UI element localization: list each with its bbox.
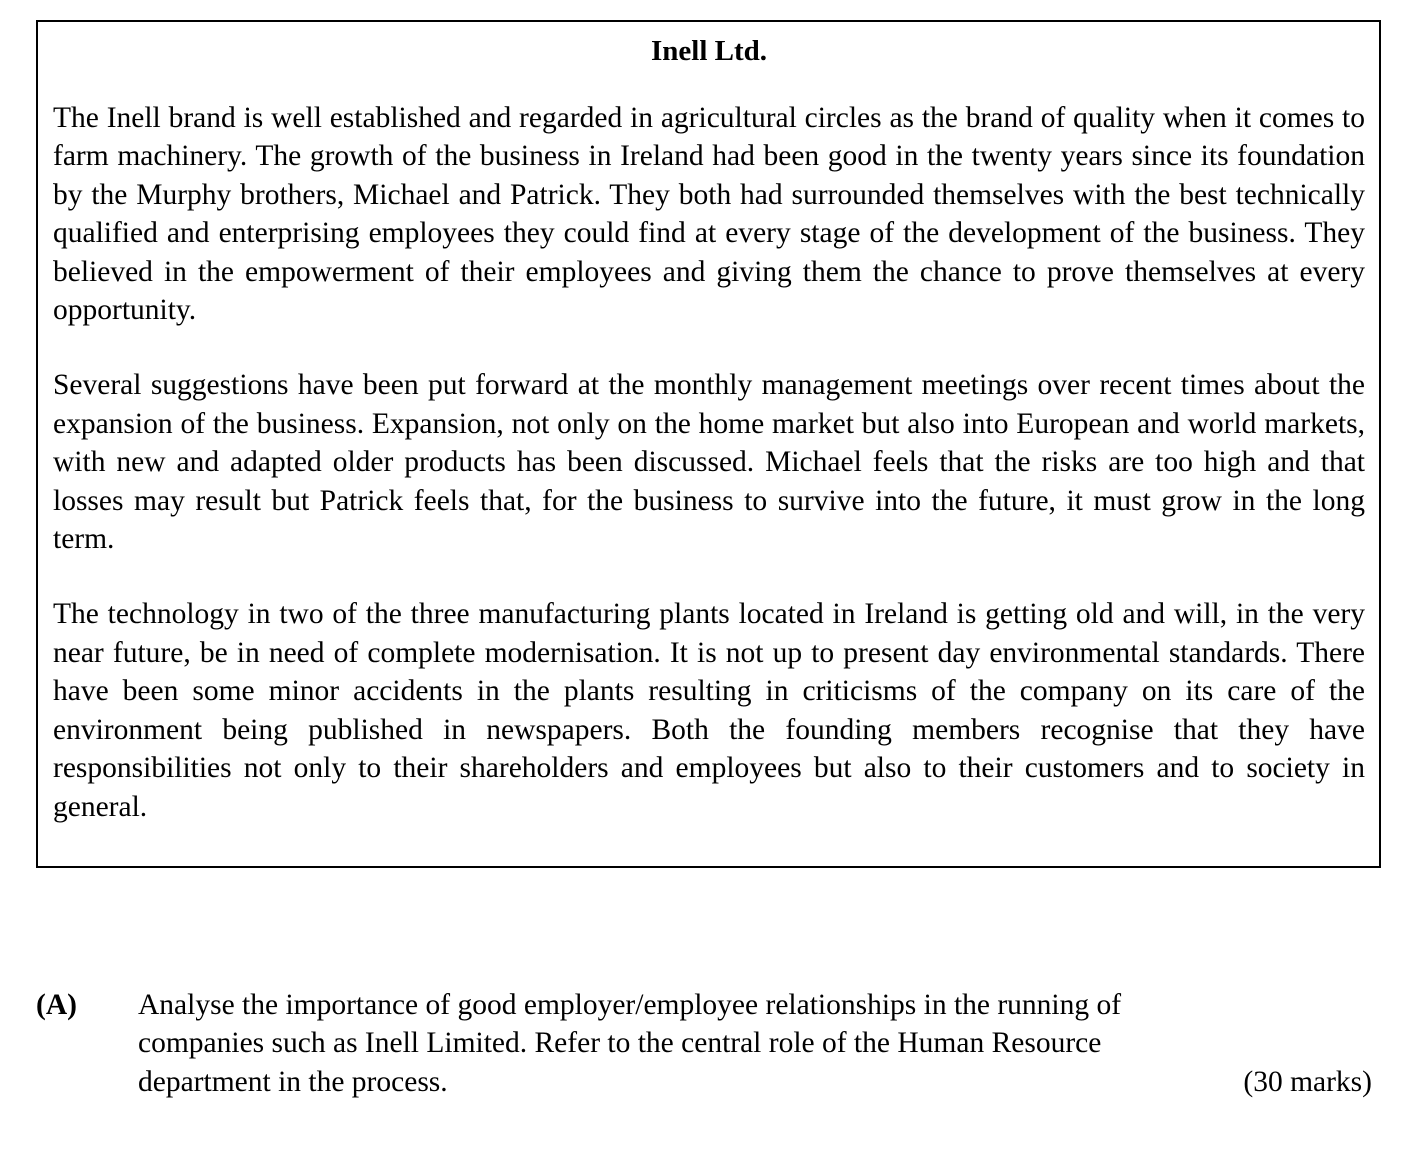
question-last-row <box>138 1063 1372 1101</box>
question-text <box>138 986 1372 1101</box>
case-study-title: Inell Ltd. <box>650 35 768 67</box>
question-label: (A) <box>36 989 77 1021</box>
question-line-3: department in the process. <box>138 1065 448 1098</box>
question-line-1: Analyse the importance of good employer/employee relationships in the running of <box>138 989 1122 1021</box>
case-paragraph-3: The technology in two of the three manufacturing plants located in Ireland is getting old and will, in the very near future, be in need of complete modernisation. It is not up to present day environmental standards. There have been some minor accidents in the plants resulting in criticisms of the company on its care of the environment being published in newspapers. Both the founding members recognise that they have responsibilities not only to their shareholders and employees but also to their customers and to society in general. <box>53 598 1365 823</box>
case-paragraph-2: Several suggestions have been put forward at the monthly management meetings over recent times about the expansion of the business. Expansion, not only on the home market but also into European and world markets, with new and adapted older products has been discussed. Michael feels that the risks are too high and that losses may result but Patrick feels that, for the business to survive into the future, it must grow in the long term. <box>53 369 1365 556</box>
question-marks: (30 marks) <box>1243 1065 1372 1098</box>
case-paragraph-1: The Inell brand is well established and regarded in agricultural circles as the brand of quality when it comes to farm machinery. The growth of the business in Ireland had been good in the twenty years since its foundation by the Murphy brothers, Michael and Patrick. They both had surrounded themselves with the best technically qualified and enterprising employees they could find at every stage of the development of the business. They believed in the empowerment of their employees and giving them the chance to prove themselves at every opportunity. <box>53 102 1365 327</box>
question-line-2: companies such as Inell Limited. Refer to the central role of the Human Resource <box>138 1027 1102 1060</box>
case-study-box <box>36 20 1381 868</box>
